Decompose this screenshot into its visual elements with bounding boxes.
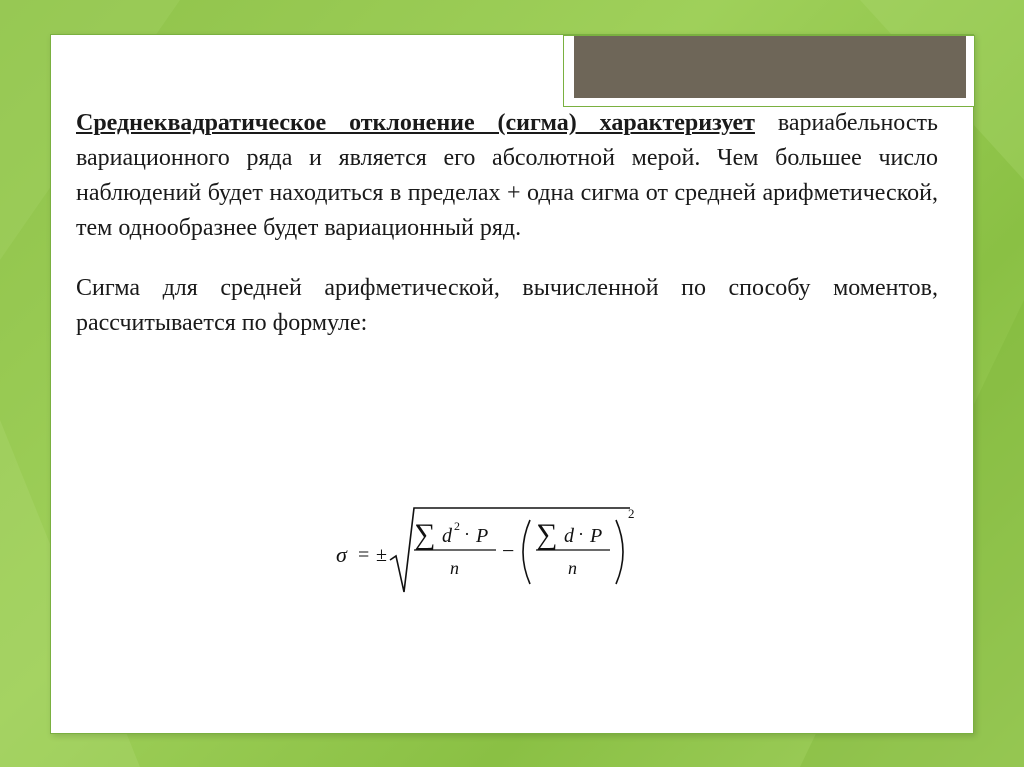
- formula-p-2: P: [590, 525, 603, 547]
- formula-sum-2: ∑: [536, 518, 558, 551]
- formula-n-2: n: [568, 558, 577, 578]
- formula-plus-minus: ±: [376, 544, 387, 566]
- formula-dot-1: ·: [464, 524, 470, 544]
- defined-term: Среднеквадратическое отклонение (сигма) характеризует: [76, 110, 755, 136]
- formula-left-paren: [523, 520, 530, 584]
- sigma-formula: [330, 500, 650, 600]
- formula-p-1: P: [476, 525, 489, 547]
- formula-sigma: σ: [336, 542, 347, 567]
- formula-outer-exponent: 2: [628, 506, 635, 521]
- slide-body-text: [76, 106, 938, 341]
- formula-d-2: d: [564, 525, 574, 547]
- formula-minus: −: [502, 538, 515, 563]
- formula-d-exponent: 2: [454, 519, 460, 533]
- paragraph-formula-intro: Сигма для средней арифметической, вычисленной по способу моментов, рассчитывается по формуле:: [76, 275, 938, 336]
- formula-right-paren: [616, 520, 623, 584]
- title-frame: [563, 35, 975, 107]
- paragraph-definition: [76, 106, 938, 246]
- definition-text: вариабельность вариационного ряда и является его абсолютной мерой. Чем большее число наблюдений будет находиться в пределах + одна сигма от средней арифметической, тем однообразнее будет вариационный ряд.: [76, 110, 938, 241]
- formula-equals: =: [358, 544, 370, 566]
- formula-n-1: n: [450, 558, 459, 578]
- formula-dot-2: ·: [578, 524, 584, 544]
- formula-d-1: d: [442, 525, 452, 547]
- formula-sum-1: ∑: [414, 518, 436, 551]
- title-placeholder-block: [574, 36, 966, 98]
